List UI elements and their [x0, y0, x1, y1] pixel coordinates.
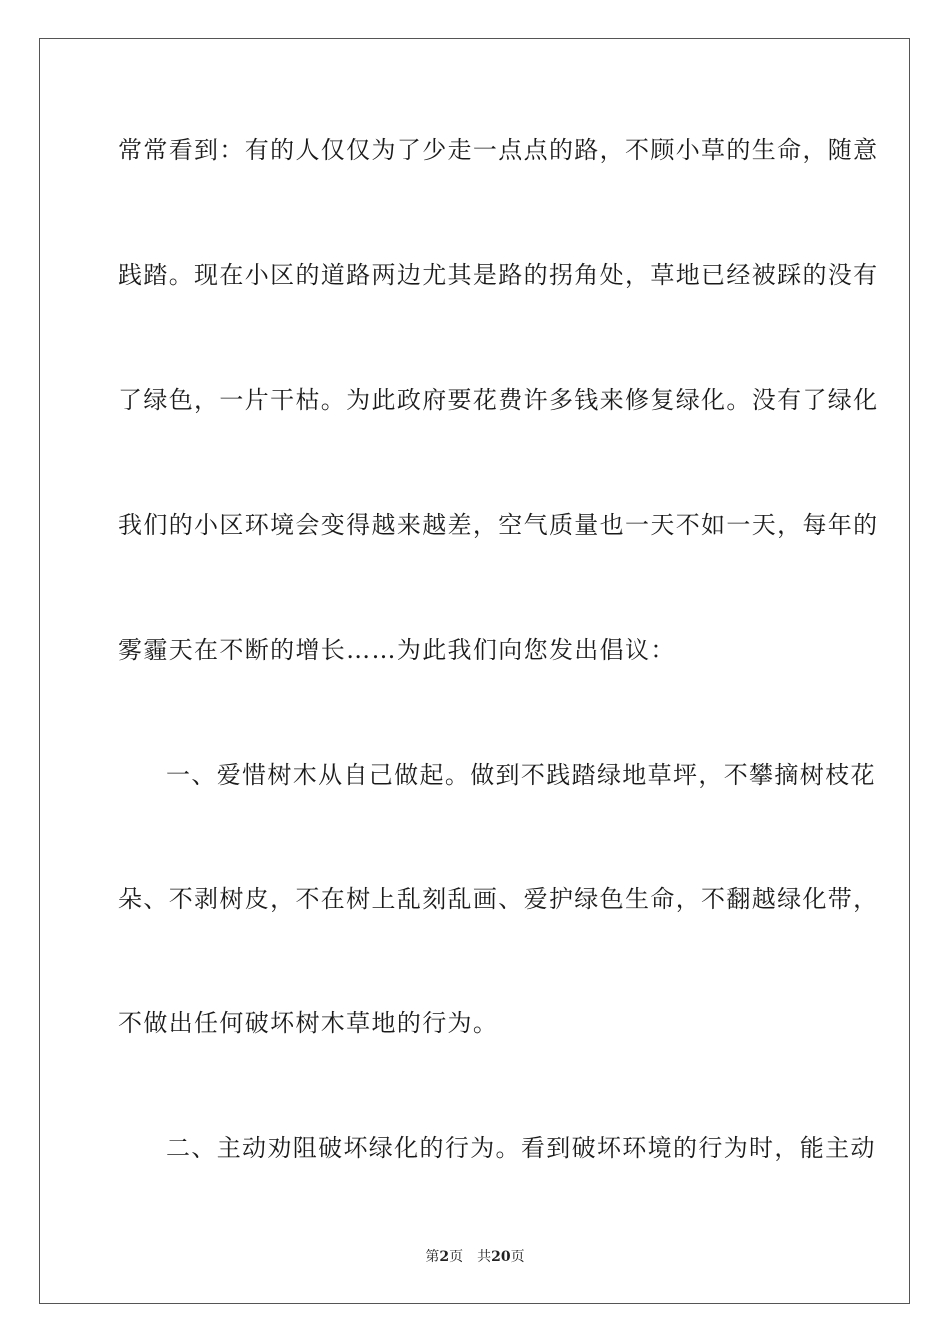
paragraph-line-2: 践踏。现在小区的道路两边尤其是路的拐角处，草地已经被踩的没有 [118, 261, 879, 289]
item-two-line-1: 二、主动劝阻破坏绿化的行为。看到破坏环境的行为时，能主动 [166, 1134, 876, 1162]
footer-total-prefix: 共 [477, 1249, 492, 1265]
page-border [39, 38, 910, 1304]
footer-total-suffix: 页 [510, 1249, 525, 1265]
item-one-line-3: 不做出任何破坏树木草地的行为。 [118, 1009, 499, 1037]
paragraph-line-1: 常常看到：有的人仅仅为了少走一点点的路，不顾小草的生命，随意 [118, 136, 879, 164]
paragraph-line-5: 雾霾天在不断的增长……为此我们向您发出倡议： [118, 636, 676, 664]
footer-page-number: 2 [439, 1249, 450, 1265]
paragraph-line-4: 我们的小区环境会变得越来越差，空气质量也一天不如一天，每年的 [118, 511, 879, 539]
item-one-line-2: 朵、不剥树皮，不在树上乱刻乱画、爱护绿色生命，不翻越绿化带， [118, 885, 879, 913]
item-one-line-1: 一、爱惜树木从自己做起。做到不践踏绿地草坪，不攀摘树枝花 [166, 761, 876, 789]
page-footer [0, 1248, 950, 1266]
footer-total-pages: 20 [491, 1249, 511, 1265]
paragraph-line-3: 了绿色，一片干枯。为此政府要花费许多钱来修复绿化。没有了绿化 [118, 386, 879, 414]
footer-page-suffix: 页 [449, 1249, 464, 1265]
footer-page-prefix: 第 [425, 1249, 440, 1265]
